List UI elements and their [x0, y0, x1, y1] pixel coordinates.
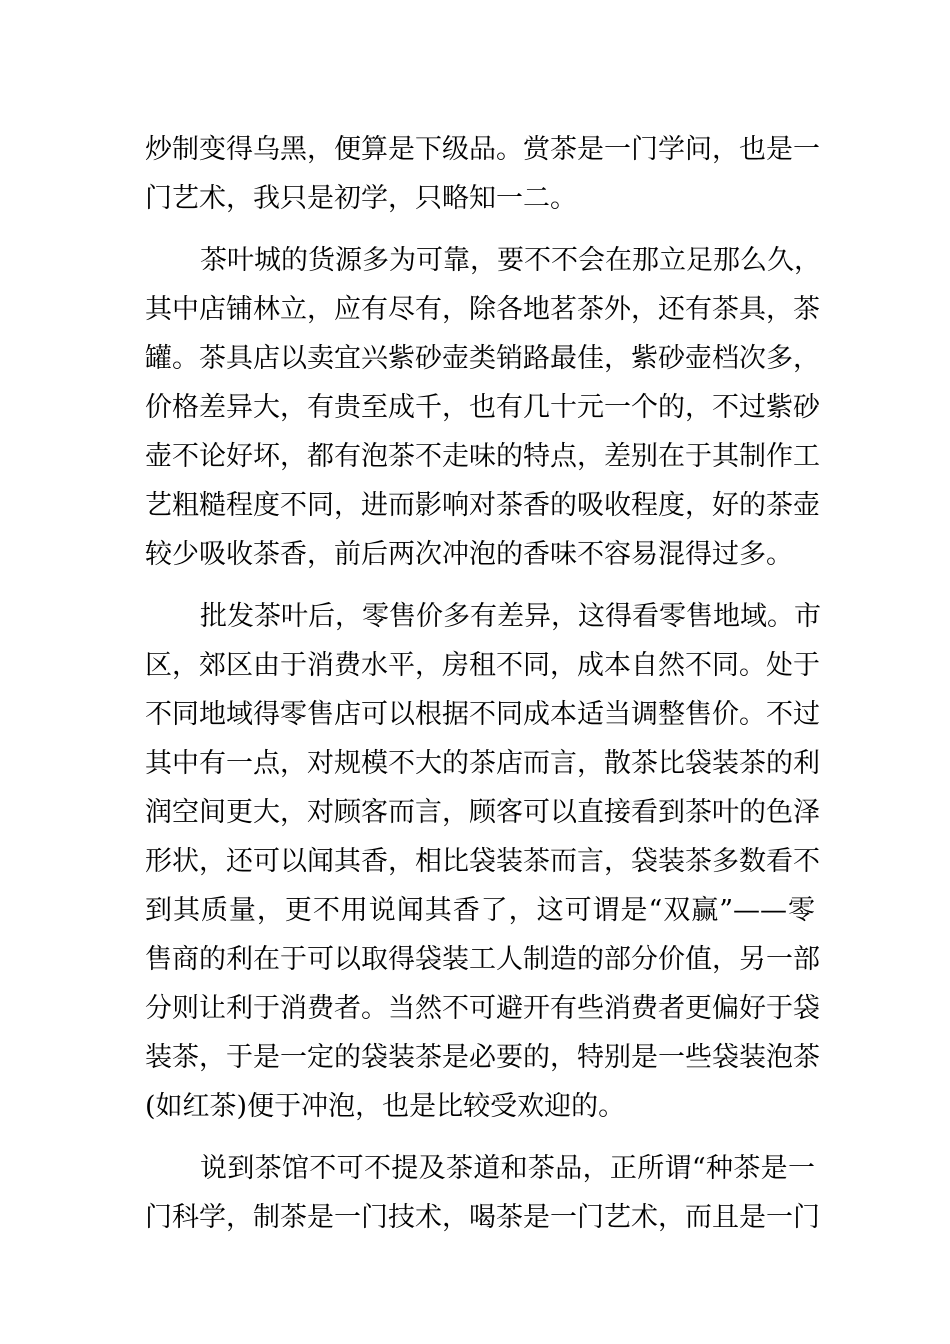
text-line: 装茶，于是一定的袋装茶是必要的，特别是一些袋装泡茶 — [145, 1042, 820, 1073]
text-line: 批发茶叶后，零售价多有差异，这得看零售地域。市 — [200, 601, 821, 632]
text-line: 售商的利在于可以取得袋装工人制造的部分价值，另一部 — [145, 944, 820, 975]
paragraph-4 — [145, 1144, 820, 1242]
paragraph-1 — [145, 125, 820, 223]
text-line: 润空间更大，对顾客而言，顾客可以直接看到茶叶的色泽 — [145, 797, 820, 828]
text-line: 价格差异大，有贵至成千，也有几十元一个的，不过紫砂 — [145, 392, 820, 423]
text-line: 炒制变得乌黑，便算是下级品。赏茶是一门学问，也是一 — [145, 134, 820, 165]
paragraph-3 — [145, 592, 821, 1131]
text-line: (如红茶)便于冲泡，也是比较受欢迎的。 — [145, 1091, 626, 1122]
text-line: 其中有一点，对规模不大的茶店而言，散茶比袋装茶的利 — [145, 748, 820, 779]
text-line: 较少吸收茶香，前后两次冲泡的香味不容易混得过多。 — [145, 539, 793, 570]
text-line: 其中店铺林立，应有尽有，除各地茗茶外，还有茶具，茶 — [145, 294, 820, 325]
text-line: 艺粗糙程度不同，进而影响对茶香的吸收程度，好的茶壶 — [145, 490, 820, 521]
text-line: 到其质量，更不用说闻其香了，这可谓是“双赢”——零 — [145, 895, 815, 926]
body-text — [145, 125, 821, 1242]
paragraph-2 — [145, 236, 821, 579]
text-line: 罐。茶具店以卖宜兴紫砂壶类销路最佳，紫砂壶档次多， — [145, 343, 820, 374]
text-line: 不同地域得零售店可以根据不同成本适当调整售价。不过 — [145, 699, 820, 730]
text-line: 茶叶城的货源多为可靠，要不不会在那立足那么久， — [200, 245, 821, 276]
text-line: 说到茶馆不可不提及茶道和茶品，正所谓“种茶是一 — [200, 1153, 815, 1184]
text-line: 分则让利于消费者。当然不可避开有些消费者更偏好于袋 — [145, 993, 820, 1024]
text-line: 门科学，制茶是一门技术，喝茶是一门艺术，而且是一门 — [145, 1202, 820, 1233]
text-line: 形状，还可以闻其香，相比袋装茶而言，袋装茶多数看不 — [145, 846, 820, 877]
text-line: 壶不论好坏，都有泡茶不走味的特点，差别在于其制作工 — [145, 441, 820, 472]
text-line: 区，郊区由于消费水平，房租不同，成本自然不同。处于 — [145, 650, 820, 681]
text-line: 门艺术，我只是初学，只略知一二。 — [145, 183, 577, 214]
